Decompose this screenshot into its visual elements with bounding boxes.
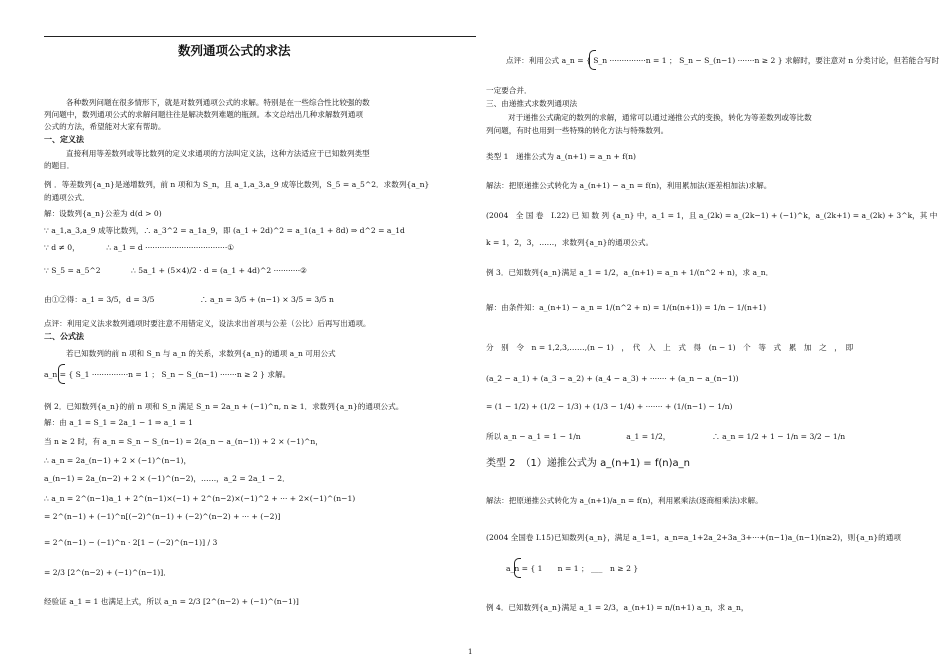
solution-1-line-1: 解：设数列{a_n}公差为 d(d > 0) (44, 209, 162, 218)
section-heading-recursive: 三、由递推式求数列通项法 (486, 99, 578, 108)
page-title: 数列通项公式的求法 (178, 43, 291, 58)
solution-2-line-6: = 2^(n−1) + (−1)^n[(−2)^(n−1) + (−2)^(n−2) + ··· + (−2)] (44, 512, 281, 521)
solution-2-line-3: ∴ a_n = 2a_(n−1) + 2 × (−1)^(n−1)， (44, 456, 192, 465)
solution-3-line-2: 分 别 令 n = 1,2,3,……,(n − 1) ， 代 入 上 式 得 (n − 1) 个 等 式 累 加 之 ， 即 (486, 343, 854, 352)
example-4-statement: 例 4．已知数列{a_n}满足 a_1 = 2/3，a_(n+1) = n/(n+1) a_n，求 a_n， (486, 603, 749, 612)
solution-2-conclusion: 经验证 a_1 = 1 也满足上式，所以 a_n = 2/3 [2^(n−2) + (−1)^(n−1)] (44, 597, 299, 606)
solution-2-line-5: ∴ a_n = 2^(n−1)a_1 + 2^(n−1)×(−1) + 2^(n−2)×(−1)^2 + ··· + 2×(−1)^(n−1) (44, 494, 356, 503)
remark-2-line-2: 一定要合并． (486, 86, 532, 95)
solution-1-line-4: ∵ S_5 = a_5^2 ∴ 5a_1 + (5×4)/2 · d = (a_1 + 4d)^2 ···········② (44, 266, 307, 275)
recursive-text-2: 列问题，有时也用到一些特殊的转化方法与特殊数列。 (486, 126, 669, 135)
solution-2-line-4: a_(n−1) = 2a_(n−2) + 2 × (−1)^(n−2)，……，a_2 = 2a_1 − 2． (44, 474, 290, 483)
solution-1-line-3: ∵ d ≠ 0， ∴ a_1 = d ··································① (44, 243, 235, 252)
solution-3-line-1: 解：由条件知：a_(n+1) − a_n = 1/(n^2 + n) = 1/(n(n+1)) = 1/n − 1/(n+1) (486, 303, 767, 312)
type-1-heading: 类型 1 递推公式为 a_(n+1) = a_n + f(n) (486, 152, 636, 161)
solution-1-line-2: ∵ a_1,a_3,a_9 成等比数列，∴ a_3^2 = a_1a_9，即 (a_1 + 2d)^2 = a_1(a_1 + 8d) ⇒ d^2 = a_1d (44, 226, 405, 235)
formula-piecewise: a_n = { S_1 ···············n = 1 ； S_n − S_(n−1) ·······n ≥ 2 } 求解。 (44, 370, 291, 379)
intro-line-3: 公式的方法，希望能对大家有帮助。 (44, 122, 166, 131)
intro-line-1: 各种数列问题在很多情形下，就是对数列通项公式的求解。特别是在一些综合性比较强的数 (66, 98, 370, 107)
intro-line-2: 列问题中，数列通项公式的求解问题往往是解决数列难题的瓶颈。本文总结出几种求解数列通项 (44, 110, 363, 119)
solution-3-result: 所以 a_n − a_1 = 1 − 1/n a_1 = 1/2， ∴ a_n = 1/2 + 1 − 1/n = 3/2 − 1/n (486, 432, 846, 441)
example-1-statement-end: 的通项公式． (44, 193, 90, 202)
solution-3-line-3: (a_2 − a_1) + (a_3 − a_2) + (a_4 − a_3) + ······· + (a_n − a_(n−1)) (486, 374, 739, 383)
answer-piecewise: a_n = { 1 n = 1 ； ___ n ≥ 2 } (506, 564, 639, 573)
definition-text-2: 的题目． (44, 161, 75, 170)
exam-problem-2004-line-2: k = 1，2，3，……，求数列{a_n}的通项公式。 (486, 238, 654, 247)
section-heading-formula: 二、公式法 (44, 332, 84, 341)
solution-2-line-2: 当 n ≥ 2 时，有 a_n = S_n − S_(n−1) = 2(a_n − a_(n−1)) + 2 × (−1)^n， (44, 437, 323, 446)
example-2-statement: 例 2．已知数列{a_n}的前 n 项和 S_n 满足 S_n = 2a_n + (−1)^n, n ≥ 1．求数列{a_n}的通项公式。 (44, 402, 404, 411)
exam-problem-2004-line-1: (2004 全 国 卷 I.22) 已 知 数 列 {a_n} 中，a_1 = 1，且 a_(2k) = a_(2k−1) + (−1)^k，a_(2k+1) = a_(2k) + 3^k，其 中 (486, 211, 938, 220)
recursive-text-1: 对于递推公式确定的数列的求解，通常可以通过递推公式的变换，转化为等差数列或等比数 (508, 113, 812, 122)
formula-text-1: 若已知数列的前 n 项和 S_n 与 a_n 的关系，求数列{a_n}的通项 a_n 可用公式 (66, 349, 336, 358)
section-heading-definition: 一、定义法 (44, 135, 84, 144)
type-2-method: 解法：把原递推公式转化为 a_(n+1)/a_n = f(n)，利用累乘法(逐商相乘法)求解。 (486, 496, 763, 505)
solution-2-line-7: = 2^(n−1) − (−1)^n · 2[1 − (−2)^(n−1)] / 3 (44, 538, 218, 547)
solution-2-line-1: 解：由 a_1 = S_1 = 2a_1 − 1 ⇒ a_1 = 1 (44, 418, 193, 427)
remark-2-line-1: 点评：利用公式 a_n = { S_n ···············n = 1 ； S_n − S_(n−1) ·······n ≥ 2 } 求解时，要注意对 n 分类讨论，但若能合写时 (506, 56, 940, 65)
example-1-statement: 例 ．等差数列{a_n}是递增数列，前 n 项和为 S_n，且 a_1,a_3,a_9 成等比数列，S_5 = a_5^2．求数列{a_n} (44, 180, 430, 189)
type-2-heading: 类型 2 （1）递推公式为 a_(n+1) = f(n)a_n (486, 458, 690, 469)
type-1-method: 解法：把原递推公式转化为 a_(n+1) − a_n = f(n)，利用累加法(逐差相加法)求解。 (486, 181, 772, 190)
example-3-statement: 例 3．已知数列{a_n}满足 a_1 = 1/2，a_(n+1) = a_n + 1/(n^2 + n)，求 a_n． (486, 268, 774, 277)
page-number: 1 (468, 648, 473, 656)
remark-1: 点评：利用定义法求数列通项时要注意不用错定义，设法求出首项与公差（公比）后再写出通项。 (44, 319, 371, 328)
exam-problem-2004-15: (2004 全国卷 I.15)已知数列{a_n}，满足 a_1=1，a_n=a_1+2a_2+3a_3+···+(n−1)a_(n−1)(n≥2)，则{a_n}的通项 (486, 533, 901, 542)
solution-1-result: 由①②得：a_1 = 3/5，d = 3/5 ∴ a_n = 3/5 + (n−1) × 3/5 = 3/5 n (44, 295, 334, 304)
header-rule (44, 36, 476, 37)
definition-text-1: 直接利用等差数列或等比数列的定义求通项的方法叫定义法，这种方法适应于已知数列类型 (66, 149, 370, 158)
solution-2-line-8: = 2/3 [2^(n−2) + (−1)^(n−1)]． (44, 568, 171, 577)
solution-3-line-4: = (1 − 1/2) + (1/2 − 1/3) + (1/3 − 1/4) + ······· + (1/(n−1) − 1/n) (486, 402, 733, 411)
